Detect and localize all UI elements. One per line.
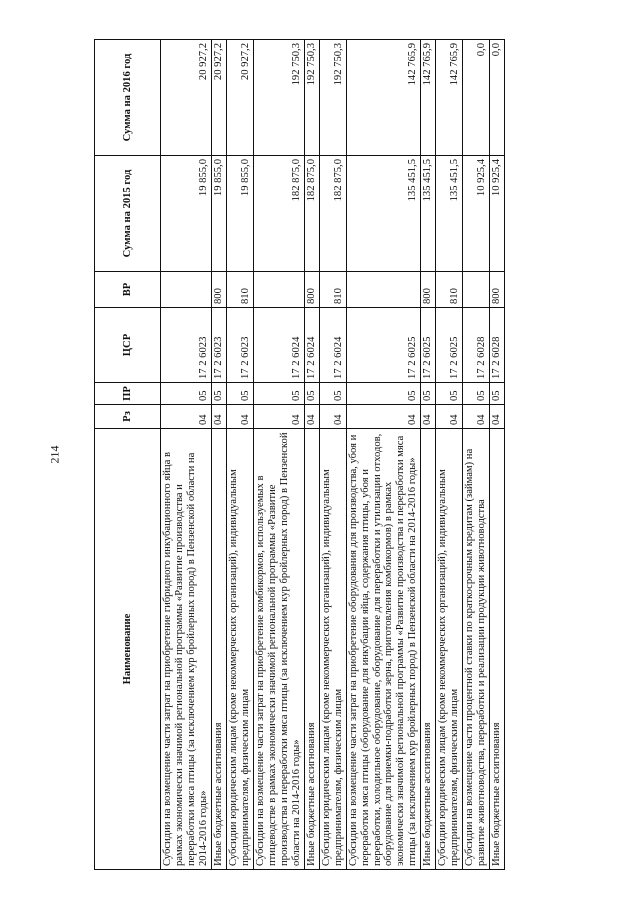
cell-name: Иные бюджетные ассигнования [490, 429, 505, 870]
header-rz: Рз [95, 405, 161, 429]
cell-rz: 04 [161, 405, 212, 429]
table-row [304, 40, 319, 870]
cell-sum-2015: 182 875,0 [253, 156, 304, 272]
table-row [253, 40, 304, 870]
cell-name: Субсидии на возмещение части процентной ставки по краткосрочным кредитам (займам) на развитие животноводства, переработки и реализации продукции животноводства [463, 429, 490, 870]
table-row [211, 40, 226, 870]
cell-csr: 17 2 6025 [346, 308, 421, 383]
table-row [463, 40, 490, 870]
cell-pr: 05 [436, 383, 463, 405]
cell-csr: 17 2 6025 [421, 308, 436, 383]
table-row [436, 40, 463, 870]
header-name: Наименование [95, 429, 161, 870]
cell-sum-2015: 182 875,0 [319, 156, 346, 272]
cell-vr: 810 [319, 272, 346, 308]
cell-rz: 04 [304, 405, 319, 429]
cell-sum-2016: 20 927,2 [226, 40, 253, 156]
cell-sum-2015: 19 855,0 [161, 156, 212, 272]
cell-csr: 17 2 6023 [161, 308, 212, 383]
header-sum-2016: Сумма на 2016 год [95, 40, 161, 156]
cell-name: Субсидии юридическим лицам (кроме некоммерческих организаций), индивидуальным предпринимателям, физическим лицам [436, 429, 463, 870]
cell-vr [346, 272, 421, 308]
cell-rz: 04 [253, 405, 304, 429]
table-row [161, 40, 212, 870]
cell-vr: 800 [304, 272, 319, 308]
cell-pr: 05 [319, 383, 346, 405]
cell-sum-2016: 192 750,3 [319, 40, 346, 156]
header-pr: ПР [95, 383, 161, 405]
cell-sum-2016: 142 765,9 [421, 40, 436, 156]
cell-name: Субсидии на возмещение части затрат на приобретение комбикормов, используемых в птицеводстве в рамках экономически значимой региональной программы «Развитие производства и переработки мяса птицы (за исключением кур бройлерных пород) в Пензенской области на 2014-2016 годы» [253, 429, 304, 870]
cell-vr [161, 272, 212, 308]
cell-vr: 800 [421, 272, 436, 308]
cell-sum-2015: 135 451,5 [346, 156, 421, 272]
cell-rz: 04 [346, 405, 421, 429]
cell-csr: 17 2 6028 [490, 308, 505, 383]
table-row [226, 40, 253, 870]
cell-sum-2016: 192 750,3 [304, 40, 319, 156]
cell-vr: 810 [226, 272, 253, 308]
cell-pr: 05 [346, 383, 421, 405]
cell-csr: 17 2 6025 [436, 308, 463, 383]
cell-pr: 05 [226, 383, 253, 405]
table-row [319, 40, 346, 870]
table-header-row [95, 40, 161, 870]
table-row [346, 40, 421, 870]
cell-sum-2016: 142 765,9 [346, 40, 421, 156]
cell-rz: 04 [226, 405, 253, 429]
cell-rz: 04 [463, 405, 490, 429]
cell-rz: 04 [436, 405, 463, 429]
rotated-table-container [94, 40, 505, 870]
cell-csr: 17 2 6023 [211, 308, 226, 383]
cell-rz: 04 [421, 405, 436, 429]
cell-name: Иные бюджетные ассигнования [421, 429, 436, 870]
table-row [421, 40, 436, 870]
cell-sum-2016: 20 927,2 [161, 40, 212, 156]
cell-pr: 05 [161, 383, 212, 405]
page-number: 214 [47, 445, 62, 464]
cell-pr: 05 [304, 383, 319, 405]
cell-csr: 17 2 6028 [463, 308, 490, 383]
cell-sum-2015: 19 855,0 [211, 156, 226, 272]
cell-csr: 17 2 6023 [226, 308, 253, 383]
cell-sum-2016: 0,0 [490, 40, 505, 156]
cell-vr [253, 272, 304, 308]
cell-rz: 04 [490, 405, 505, 429]
cell-sum-2015: 19 855,0 [226, 156, 253, 272]
header-sum-2015: Сумма на 2015 год [95, 156, 161, 272]
header-vr: ВР [95, 272, 161, 308]
cell-pr: 05 [253, 383, 304, 405]
cell-name: Иные бюджетные ассигнования [211, 429, 226, 870]
cell-pr: 05 [211, 383, 226, 405]
cell-pr: 05 [421, 383, 436, 405]
cell-csr: 17 2 6024 [304, 308, 319, 383]
cell-name: Субсидии на возмещение части затрат на приобретение гибридного инкубационного яйца в рамках экономически значимой региональной программы «Развитие производства и переработки мяса птицы (за исключением кур бройлерных пород) в Пензенской области на 2014-2016 годы» [161, 429, 212, 870]
cell-csr: 17 2 6024 [319, 308, 346, 383]
cell-name: Субсидии юридическим лицам (кроме некоммерческих организаций), индивидуальным предпринимателям, физическим лицам [226, 429, 253, 870]
cell-sum-2015: 135 451,5 [436, 156, 463, 272]
cell-vr: 800 [211, 272, 226, 308]
cell-sum-2015: 182 875,0 [304, 156, 319, 272]
cell-pr: 05 [463, 383, 490, 405]
cell-vr: 810 [436, 272, 463, 308]
cell-csr: 17 2 6024 [253, 308, 304, 383]
cell-sum-2016: 142 765,9 [436, 40, 463, 156]
cell-sum-2016: 0,0 [463, 40, 490, 156]
cell-pr: 05 [490, 383, 505, 405]
cell-vr: 800 [490, 272, 505, 308]
cell-name: Субсидии на возмещение части затрат на приобретение оборудования для производства, убоя и переработки мяса птицы (оборудование для инкубации яйца, содержания птицы, убоя и переработки, холодильное оборудование, оборудование для переработки и утилизации отходов, оборудование для приемки-подработки зерна, приготовления комбикормов) в рамках экономически значимой региональной программы «Развитие производства и переработки мяса птицы (за исключением кур бройлерных пород) в Пензенской области на 2014-2016 годы» [346, 429, 421, 870]
cell-sum-2015: 10 925,4 [463, 156, 490, 272]
cell-name: Субсидии юридическим лицам (кроме некоммерческих организаций), индивидуальным предпринимателям, физическим лицам [319, 429, 346, 870]
cell-rz: 04 [319, 405, 346, 429]
budget-table [94, 39, 505, 870]
cell-name: Иные бюджетные ассигнования [304, 429, 319, 870]
cell-sum-2016: 20 927,2 [211, 40, 226, 156]
cell-sum-2016: 192 750,3 [253, 40, 304, 156]
header-csr: ЦСР [95, 308, 161, 383]
table-row [490, 40, 505, 870]
cell-sum-2015: 135 451,5 [421, 156, 436, 272]
cell-vr [463, 272, 490, 308]
cell-rz: 04 [211, 405, 226, 429]
cell-sum-2015: 10 925,4 [490, 156, 505, 272]
